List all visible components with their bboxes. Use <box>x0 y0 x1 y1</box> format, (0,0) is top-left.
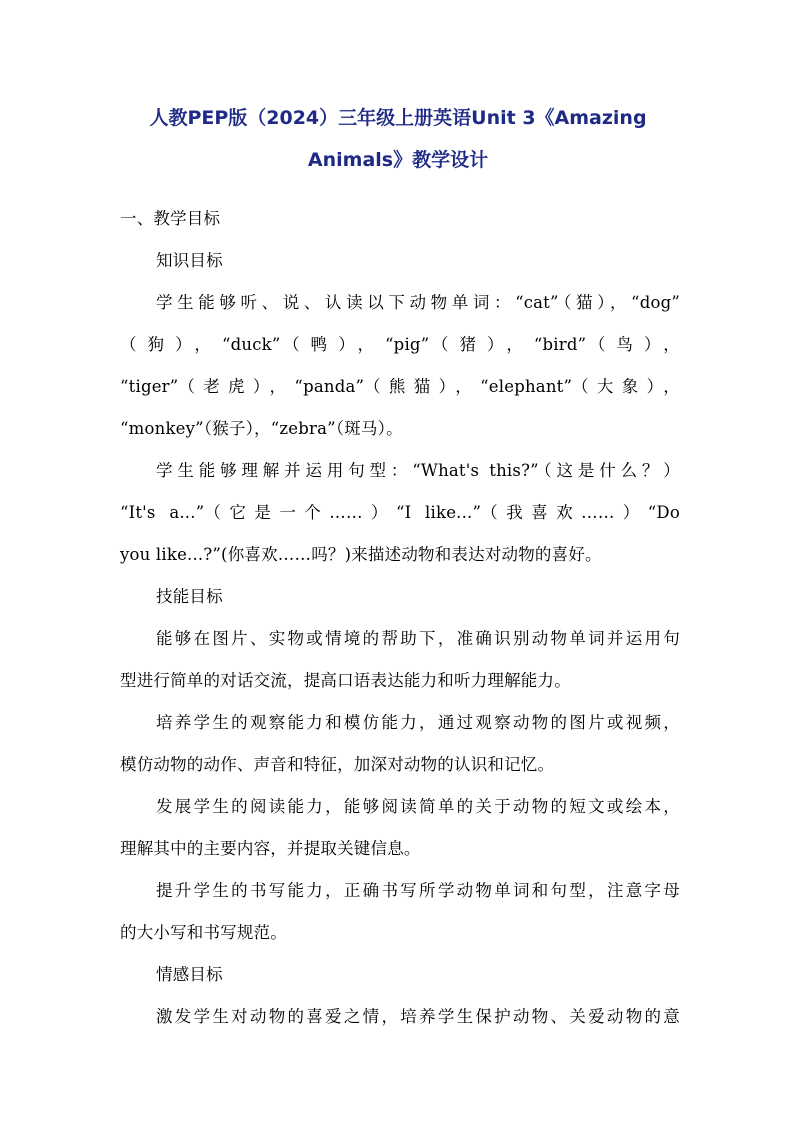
paragraph-line: 学生能够听、说、认读以下动物单词：“cat”（猫），“dog” <box>156 293 680 312</box>
paragraph-line: 学生能够理解并运用句型：“What's this?”（这是什么？） <box>156 461 680 480</box>
paragraph-line: “monkey”（猴子），“zebra”（斑马）。 <box>120 419 403 438</box>
paragraph-line: “tiger”（老虎），“panda”（熊猫），“elephant”（大象）， <box>120 377 680 396</box>
paragraph-line: you like...?”(你喜欢……吗？)来描述动物和表达对动物的喜好。 <box>120 545 602 564</box>
paragraph-line: 培养学生的观察能力和模仿能力，通过观察动物的图片或视频， <box>156 713 680 732</box>
paragraph-line: 能够在图片、实物或情境的帮助下，准确识别动物单词并运用句 <box>156 629 680 648</box>
paragraph-line: 提升学生的书写能力，正确书写所学动物单词和句型，注意字母 <box>156 881 680 900</box>
paragraph-line: 理解其中的主要内容，并提取关键信息。 <box>120 839 421 858</box>
subheading-skill-goals: 技能目标 <box>156 587 223 606</box>
paragraph-line: 型进行简单的对话交流，提高口语表达能力和听力理解能力。 <box>120 671 571 690</box>
paragraph-line: 发展学生的阅读能力，能够阅读简单的关于动物的短文或绘本， <box>156 797 680 816</box>
paragraph-line: 的大小写和书写规范。 <box>120 923 287 942</box>
subheading-knowledge-goals: 知识目标 <box>156 251 223 270</box>
paragraph-line: “It's a...”（它是一个……）“I like...”（我喜欢……）“Do <box>120 503 680 522</box>
paragraph-line: 模仿动物的动作、声音和特征，加深对动物的认识和记忆。 <box>120 755 555 774</box>
paragraph-line: 激发学生对动物的喜爱之情，培养学生保护动物、关爱动物的意 <box>156 1007 680 1026</box>
paragraph-line: （狗），“duck”（鸭），“pig”（猪），“bird”（鸟）， <box>120 335 680 354</box>
document-title-line-2: Animals》教学设计 <box>307 149 489 171</box>
subheading-emotional-goals: 情感目标 <box>156 965 223 984</box>
document-title-line-1: 人教PEP版（2024）三年级上册英语Unit 3《Amazing <box>149 107 647 129</box>
section-heading-teaching-goals: 一、教学目标 <box>120 209 221 228</box>
